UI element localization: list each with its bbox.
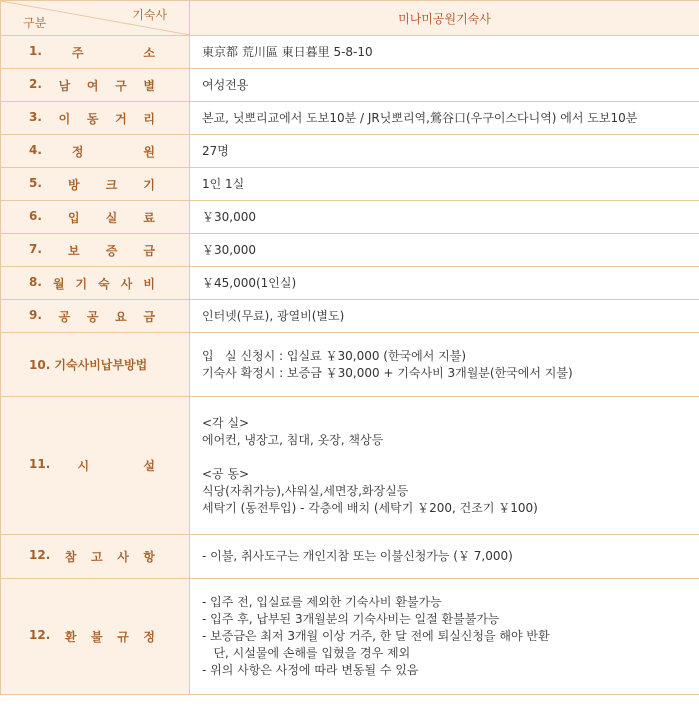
table-row [1,234,699,267]
table-row [1,535,699,579]
row-label-admission-fee: 6. 입 실 료 [29,208,155,225]
payment-line: 기숙사 확정시 : 보증금 ￥30,000 + 기숙사비 3개월분(한국에서 지불) [202,365,573,380]
table-row [1,397,699,535]
table-row [1,69,699,102]
admission-fee-value: ￥30,000 [190,201,699,234]
utilities-value: 인터넷(무료), 광열비(별도) [190,300,699,333]
refund-line: - 보증금은 최저 3개월 이상 거주, 한 달 전에 퇴실신청을 해야 반환 [202,629,550,643]
common-facilities-items: 식당(자취가능),샤워실,세면장,화장실등 [202,483,409,498]
gender-value: 여성전용 [190,69,699,102]
payment-line: 입 실 신청시 : 입실료 ￥30,000 (한국에서 지불) [202,348,467,363]
refund-value [190,579,699,695]
row-label-facilities: 11. 시 설 [29,457,155,473]
room-facilities-heading: <각 실> [202,415,250,430]
table-row [1,579,699,695]
capacity-value: 27명 [190,135,699,168]
header-dormitory-label: 기숙사 [132,8,167,22]
row-label-room-size: 5. 방 크 기 [29,175,155,192]
row-label-monthly-fee: 8. 월 기 숙 사 비 [29,274,155,291]
room-facilities-items: 에어컨, 냉장고, 침대, 옷장, 책상등 [202,432,384,447]
table-row [1,267,699,300]
table-row [1,300,699,333]
deposit-value: ￥30,000 [190,234,699,267]
refund-line: - 입주 후, 납부된 3개월분의 기숙사비는 일절 환불불가능 [202,612,500,626]
table-row [1,102,699,135]
payment-value [190,333,699,397]
room-size-value: 1인 1실 [190,168,699,201]
row-label-distance: 3. 이 동 거 리 [29,109,155,126]
row-label-notes: 12. 참 고 사 항 [29,548,155,564]
row-label-refund: 12. 환 불 규 정 [29,628,155,644]
header-category-label: 구분 [23,16,47,30]
laundry-info: 세탁기 (동전투입) - 각층에 배치 (세탁기 ￥200, 건조기 ￥100) [202,500,538,515]
table-header-row [1,1,699,36]
address-value: 東京都 荒川區 東日暮里 5-8-10 [190,36,699,69]
monthly-fee-value: ￥45,000(1인실) [190,267,699,300]
distance-value: 본교, 닛뽀리교에서 도보10분 / JR닛뽀리역,鶯谷口(우구이스다니역) 에서 도보10분 [190,102,699,135]
refund-line: - 입주 전, 입실료를 제외한 기숙사비 환불가능 [202,595,442,609]
table-row [1,36,699,69]
header-corner-cell [1,1,190,36]
table-row [1,135,699,168]
facilities-value [190,397,699,535]
dormitory-name: 미나미공원기숙사 [190,1,699,36]
common-facilities-heading: <공 동> [202,466,250,481]
row-label-deposit: 7. 보 증 금 [29,241,155,258]
row-label-utilities: 9. 공 공 요 금 [29,307,155,324]
row-label-capacity: 4. 정 원 [29,142,155,159]
table-row [1,168,699,201]
row-label-address: 1. 주 소 [29,43,155,60]
notes-value: - 이불, 취사도구는 개인지참 또는 이불신청가능 (￥ 7,000) [190,535,699,579]
row-label-gender: 2. 남 여 구 별 [29,76,155,93]
refund-line: 단, 시설물에 손해를 입혔을 경우 제외 [202,646,411,660]
row-label-payment: 10. 기숙사비납부방법 [1,333,190,397]
table-row [1,201,699,234]
table-row [1,333,699,397]
refund-line: - 위의 사항은 사정에 따라 변동될 수 있음 [202,663,419,677]
